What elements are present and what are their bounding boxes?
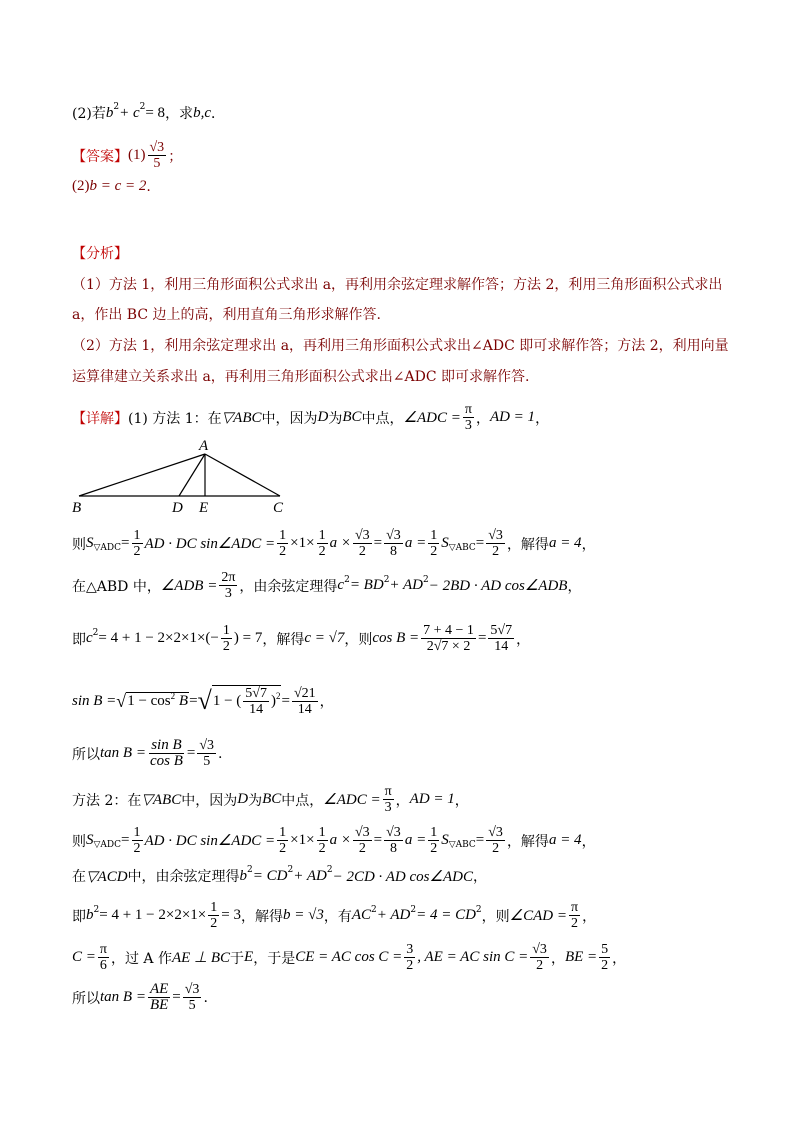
radical-sign: √ <box>197 686 212 715</box>
detail-line1 <box>72 402 549 433</box>
fraction <box>384 825 403 856</box>
eq: = <box>172 989 181 1005</box>
fraction <box>183 982 202 1013</box>
var: BC <box>262 791 282 807</box>
text: 在△ABD 中， <box>72 578 161 595</box>
exponent: 2 <box>371 904 377 915</box>
numerator: √3 <box>386 825 401 840</box>
expr: = CD <box>252 867 288 884</box>
angle: ∠ADC = <box>403 410 461 426</box>
fraction <box>277 825 288 856</box>
question-part2 <box>72 103 225 123</box>
eq: = <box>477 630 487 646</box>
numerator: √3 <box>386 528 401 543</box>
denominator: 3 <box>384 800 392 815</box>
exponent: 2 <box>423 574 429 585</box>
text: 中点， <box>281 792 324 809</box>
numerator: sin B <box>151 737 182 753</box>
value: = 8 <box>145 104 166 121</box>
text: . <box>203 989 208 1006</box>
text: 方法 2：在 <box>72 792 142 809</box>
subscript: ▽ABC <box>448 839 476 850</box>
numerator: 3 <box>406 942 414 957</box>
denominator: BE <box>149 997 169 1013</box>
numerator: 5√7 <box>490 623 513 638</box>
answer-line2 <box>72 178 151 195</box>
expr: b = √3 <box>282 907 324 923</box>
text: ， <box>550 950 565 967</box>
numerator: 1 <box>133 825 141 840</box>
text: 中，因为 <box>181 792 238 809</box>
var: b <box>86 907 94 923</box>
subscript: ▽ADC <box>93 839 122 850</box>
numerator: √3 <box>488 528 503 543</box>
numerator: 7 + 4 − 1 <box>423 623 474 638</box>
expr: 1 − ( <box>212 693 242 709</box>
numerator: 1 <box>430 528 438 543</box>
numerator: 2π <box>221 570 236 585</box>
denominator: 2 <box>571 916 579 931</box>
text: ， <box>516 631 531 648</box>
expr: = BD <box>349 577 384 593</box>
fraction <box>486 528 505 559</box>
step5 <box>72 738 222 769</box>
numerator: √3 <box>532 942 547 957</box>
end: ． <box>210 106 225 122</box>
fraction <box>353 528 372 559</box>
vars: b,c <box>193 104 211 121</box>
step1 <box>72 528 596 559</box>
eq: AD = 1 <box>489 409 536 425</box>
method2-step2 <box>72 866 487 886</box>
text: ，解得 <box>506 536 549 553</box>
text: （1）方法 1，利用三角形面积公式求出 a，再利用余弦定理求解作答；方法 2，利用三角形面积公式求出 <box>72 277 723 293</box>
denominator: 8 <box>389 544 397 559</box>
expr: sin B = <box>72 692 117 709</box>
text: . <box>218 745 223 762</box>
denominator: 2 <box>279 544 287 559</box>
numerator: 1 <box>222 623 230 638</box>
fraction <box>132 825 143 856</box>
text: ，则 <box>344 631 373 648</box>
expr: + AD <box>389 577 424 593</box>
analysis-p1-line2 <box>72 304 381 324</box>
text: 中，因为 <box>261 410 318 427</box>
label-d: D <box>172 500 183 516</box>
numerator: 1 <box>133 528 141 543</box>
text: （2）方法 1，利用余弦定理求出 a，再利用三角形面积公式求出∠ADC 即可求解作答；方法 2，利用向量 <box>72 338 729 354</box>
denominator: 5 <box>188 998 196 1013</box>
denominator: cos B <box>149 753 183 769</box>
fraction <box>353 825 372 856</box>
numerator: 1 <box>279 528 287 543</box>
angle: ∠ADC = <box>323 792 381 808</box>
exponent: 2 <box>247 865 253 875</box>
fraction <box>148 982 170 1013</box>
text: ， <box>612 950 627 967</box>
denominator: 2 <box>492 841 500 856</box>
text: 所以 <box>72 990 100 1007</box>
expr: ×1× <box>290 832 315 848</box>
radical-sign: √ <box>116 690 127 711</box>
exponent: 2 <box>275 690 281 701</box>
expr: ) = 7 <box>233 630 263 646</box>
denominator: 2 <box>406 958 414 973</box>
text: ， <box>472 869 487 885</box>
var: S <box>86 832 94 848</box>
expr: a × <box>329 832 351 848</box>
fraction <box>530 942 549 973</box>
triangle-figure <box>72 436 302 516</box>
exponent: 2 <box>92 627 99 638</box>
text: 即 <box>72 908 86 925</box>
expr: + AD <box>293 867 327 884</box>
numerator: π <box>384 784 392 799</box>
var: S <box>441 535 449 551</box>
denominator: 5 <box>203 754 211 769</box>
eq: = <box>475 832 485 848</box>
numerator: √3 <box>199 738 215 753</box>
text: ， <box>395 792 410 809</box>
eq: = <box>121 535 130 551</box>
numerator: AE <box>149 981 169 997</box>
numerator: 5√7 <box>245 686 267 701</box>
method2-step1 <box>72 825 596 856</box>
exponent: 2 <box>113 102 120 112</box>
expr: ) <box>270 693 276 709</box>
expr: − 2CD · AD cos∠ADC <box>332 868 473 885</box>
radicand <box>212 685 282 717</box>
numerator: √3 <box>184 982 200 997</box>
text: ，解得 <box>506 833 549 850</box>
denominator: 2 <box>536 958 544 973</box>
fraction <box>98 942 109 973</box>
fraction <box>277 528 288 559</box>
triangle: ▽ABC <box>141 792 182 808</box>
text: ，于是 <box>253 950 296 967</box>
eq: = <box>475 535 485 551</box>
text: ，解得 <box>240 908 283 925</box>
var-c: + c <box>119 104 140 121</box>
denominator: 2 <box>133 544 141 559</box>
exponent: 2 <box>93 904 100 915</box>
expr: = 3 <box>221 907 241 923</box>
expr: AD · DC sin∠ADC = <box>144 536 276 552</box>
var: c <box>337 577 345 593</box>
denominator: 14 <box>297 701 312 717</box>
eq: = <box>189 692 198 709</box>
denominator: 2 <box>430 841 438 856</box>
numerator: 1 <box>318 528 326 543</box>
text: ， <box>475 410 490 427</box>
answer-part1-end: ； <box>168 148 183 165</box>
fraction <box>219 570 237 601</box>
eq: = <box>121 832 130 848</box>
fraction <box>208 900 219 931</box>
text: 中点， <box>361 410 404 427</box>
angle: ∠CAD = <box>509 908 567 924</box>
label-e: E <box>199 500 209 516</box>
answer-part2-text: b = c = 2 <box>89 178 147 194</box>
segment-ac <box>205 454 280 496</box>
denominator: 2 <box>492 544 500 559</box>
numerator: √3 <box>488 825 503 840</box>
denominator: 14 <box>494 639 509 654</box>
text: 则 <box>72 536 86 553</box>
numerator: 1 <box>210 900 218 915</box>
fraction <box>148 738 185 769</box>
triangle: ▽ABC <box>221 410 262 426</box>
text: ， <box>567 578 582 595</box>
fraction <box>292 686 318 717</box>
text: 即 <box>72 631 86 648</box>
subscript: ▽ADC <box>93 542 122 553</box>
fraction <box>317 528 328 559</box>
ask: ，求 <box>165 106 194 122</box>
text: 为 <box>248 792 263 809</box>
text: 在 <box>72 869 86 885</box>
expr: = 4 = CD <box>416 907 476 923</box>
expr: a = <box>404 832 427 848</box>
fraction <box>428 528 439 559</box>
step2 <box>72 570 581 601</box>
expr: tan B = <box>100 989 146 1005</box>
text: a，作出 BC 边上的高，利用直角三角形求解作答. <box>72 307 381 323</box>
text: ，有 <box>323 908 352 925</box>
analysis-p2-line2 <box>72 366 529 386</box>
label-a: A <box>199 438 209 454</box>
text: 所以 <box>72 746 100 763</box>
numerator: √3 <box>354 528 370 543</box>
denominator: 2 <box>133 841 141 856</box>
analysis-label: 【分析】 <box>72 246 128 262</box>
detail-label: 【详解】 <box>72 410 128 427</box>
expr: − 2BD · AD cos∠ADB <box>428 578 568 594</box>
exponent: 2 <box>344 574 350 585</box>
label-b: B <box>72 500 82 516</box>
fraction <box>428 825 439 856</box>
numerator: √21 <box>293 685 316 701</box>
text: 中，由余弦定理得 <box>127 869 240 885</box>
var: E <box>244 949 254 965</box>
exponent: 2 <box>326 865 333 875</box>
expr: AE ⊥ BC <box>171 950 231 966</box>
triangle: ▽ACD <box>86 868 128 885</box>
analysis-label-line <box>72 243 128 263</box>
segment-ab <box>79 454 205 496</box>
expr: AD · DC sin∠ADC = <box>144 833 276 849</box>
exponent: 2 <box>383 574 390 585</box>
denominator: 2√7 × 2 <box>426 639 471 654</box>
expr: , AE = AC sin C = <box>417 949 529 965</box>
denominator: 8 <box>389 841 397 856</box>
numerator: π <box>99 942 107 957</box>
text: (1) 方法 1：在 <box>128 410 222 427</box>
expr: a = <box>404 535 427 551</box>
eq: = <box>186 745 196 761</box>
exponent: 2 <box>475 904 482 915</box>
expr: c = √7 <box>304 630 345 646</box>
subscript: ▽ABC <box>448 542 476 553</box>
expr: = 4 + 1 − 2×2×1× <box>99 907 207 923</box>
denominator: 2 <box>358 544 366 559</box>
analysis-p2-line1 <box>72 335 729 355</box>
method2-intro <box>72 784 469 815</box>
fraction <box>421 623 476 654</box>
text: 为 <box>328 410 343 427</box>
numerator: √3 <box>354 825 370 840</box>
numerator: 5 <box>601 942 609 957</box>
denominator: 6 <box>99 958 107 973</box>
expr: BE = <box>564 949 598 965</box>
expr: 1 − cos <box>127 693 171 709</box>
fraction <box>383 784 394 815</box>
expr: ×1× <box>290 535 315 551</box>
eq: = <box>373 832 383 848</box>
step4 <box>72 685 334 717</box>
denominator: 2 <box>358 841 366 856</box>
var: S <box>86 535 94 551</box>
text: 运算律建立关系求出 a，再利用三角形面积公式求出∠ADC 即可求解作答. <box>72 369 530 385</box>
text: ， <box>535 410 550 427</box>
expr: a = 4 <box>548 832 582 848</box>
denominator: 2 <box>210 916 218 931</box>
fraction <box>599 942 610 973</box>
radicand <box>126 692 189 710</box>
expr: C = <box>72 949 96 965</box>
text: ，解得 <box>262 631 305 648</box>
method2-step5 <box>72 982 208 1013</box>
text: ， <box>581 833 596 850</box>
fraction <box>384 528 403 559</box>
fraction <box>486 825 505 856</box>
fraction <box>197 738 216 769</box>
exponent: 2 <box>139 102 146 112</box>
fraction <box>404 942 415 973</box>
var: S <box>441 832 449 848</box>
answer-label: 【答案】 <box>72 148 128 165</box>
eq: = <box>373 535 383 551</box>
fraction <box>488 623 514 654</box>
label-c: C <box>273 500 284 516</box>
angle: ∠ADB = <box>160 578 218 594</box>
denominator: 2 <box>318 544 326 559</box>
answer-part2-prefix: (2) <box>72 178 90 194</box>
question-prefix: (2)若 <box>72 106 106 122</box>
eq: = <box>281 692 290 709</box>
denominator: 2 <box>318 841 326 856</box>
denominator: 2 <box>222 639 230 654</box>
expr: tan B = <box>100 745 146 761</box>
var: D <box>317 409 329 425</box>
expr: AC <box>351 907 371 923</box>
numerator: √3 <box>149 140 165 155</box>
analysis-p1-line1 <box>72 274 722 294</box>
numerator: π <box>464 402 472 417</box>
denominator: 2 <box>279 841 287 856</box>
text: ， <box>581 536 596 553</box>
answer-part1-fraction <box>148 140 167 171</box>
fraction <box>132 528 143 559</box>
expr: cos B = <box>372 630 420 646</box>
text: ，由余弦定理得 <box>239 578 338 595</box>
exponent: 2 <box>170 691 176 701</box>
text: ， <box>454 792 469 809</box>
var: D <box>237 791 249 807</box>
fraction <box>463 402 474 433</box>
expr: = 4 + 1 − 2×2×1×(− <box>98 630 219 646</box>
var: B <box>178 693 189 709</box>
answer-part2-end: . <box>146 178 151 195</box>
denominator: 3 <box>464 418 472 433</box>
exponent: 2 <box>410 904 417 915</box>
denominator: 2 <box>601 958 609 973</box>
fraction <box>221 623 232 654</box>
exponent: 2 <box>287 865 294 875</box>
eq: AD = 1 <box>409 791 455 807</box>
step3 <box>72 623 530 654</box>
fraction <box>569 900 580 931</box>
var: c <box>86 630 93 646</box>
text: ，则 <box>481 908 510 925</box>
expr: CE = AC cos C = <box>295 949 403 965</box>
expr: a = 4 <box>548 535 582 551</box>
answer-line1 <box>72 140 182 171</box>
fraction <box>317 825 328 856</box>
method2-step4 <box>72 942 626 973</box>
method2-step3 <box>72 900 596 931</box>
expr: a × <box>329 535 351 551</box>
var: b <box>239 867 248 884</box>
text: ， <box>319 694 334 710</box>
text: ， <box>582 908 597 925</box>
fraction <box>243 686 269 717</box>
expr: + AD <box>376 907 411 923</box>
answer-part1-prefix: (1) <box>128 147 146 163</box>
text: ，过 A 作 <box>110 950 172 967</box>
var: BC <box>342 409 362 425</box>
text: 则 <box>72 833 86 850</box>
denominator: 2 <box>430 544 438 559</box>
numerator: π <box>570 900 579 915</box>
segment-ad <box>179 454 205 496</box>
text: 于 <box>230 950 245 967</box>
numerator: 1 <box>430 825 438 840</box>
numerator: 1 <box>318 825 326 840</box>
denominator: 14 <box>249 702 264 717</box>
denominator: 3 <box>224 586 232 601</box>
var-b: b <box>105 104 114 121</box>
numerator: 1 <box>279 825 287 840</box>
denominator: 5 <box>153 156 161 171</box>
